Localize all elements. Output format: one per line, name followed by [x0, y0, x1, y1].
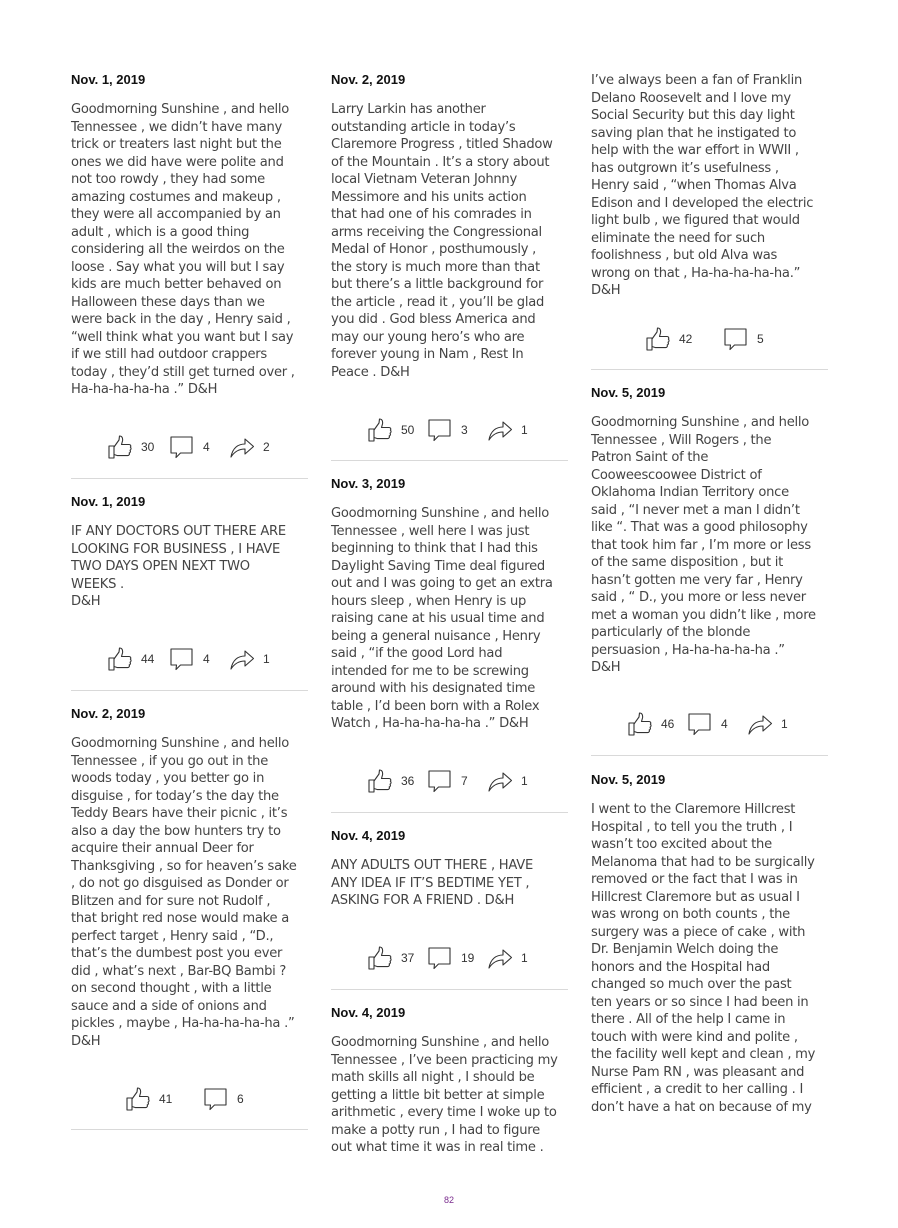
- share-count: 1: [263, 652, 270, 666]
- post-date: Nov. 2, 2019: [71, 706, 146, 721]
- like-count: 42: [679, 332, 693, 346]
- comment-icon: [427, 945, 453, 971]
- thumbs-up-icon: [645, 326, 671, 352]
- comment-count: 19: [461, 951, 475, 965]
- like-count: 30: [141, 440, 155, 454]
- post-body: Larry Larkin has another outstanding article in today’s Claremore Progress , titled Shadow of the Mountain . It’s a story about local Vietnam Veteran Johnny Messimore and his units action that had one of his comrades in arms receiving the Congressional Medal of Honor , posthumously , the story is much more than that but there’s a little background for the article , read it , you’ll be glad you did . God bless America and may our young hero’s who are forever young in Nam , Rest In Peace . D&H: [331, 102, 553, 380]
- post-divider: [331, 989, 568, 990]
- thumbs-up-icon: [367, 768, 393, 794]
- post-date: Nov. 1, 2019: [71, 72, 146, 87]
- post-body: Goodmorning Sunshine , and hello Tennessee , if you go out in the woods today , you better go in disguise , for today’s the day the Teddy Bears have their picnic , it’s also a day the bow hunters try to acquire their annual Deer for Thanksgiving , so for heaven’s sake , do not go disguised as Donder or Blitzen and for sure not Rudolf , that bright red nose would make a perfect target , Henry said , “D., that’s the dumbest post you ever did , what’s next , Bar-BQ Bambi ? on second thought , with a little sauce and a side of onions and pickles , maybe , Ha-ha-ha-ha-ha .” D&H: [71, 736, 297, 1049]
- like-count: 50: [401, 423, 415, 437]
- comment-count: 7: [461, 774, 468, 788]
- like-count: 46: [661, 717, 675, 731]
- thumbs-up-icon: [367, 417, 393, 443]
- comment-icon: [169, 434, 195, 460]
- post-date: Nov. 4, 2019: [331, 1005, 406, 1020]
- post-divider: [331, 812, 568, 813]
- share-icon: [747, 711, 773, 737]
- like-count: 36: [401, 774, 415, 788]
- thumbs-up-icon: [627, 711, 653, 737]
- post-divider: [71, 690, 308, 691]
- post-divider: [331, 460, 568, 461]
- share-count: 1: [521, 774, 528, 788]
- comment-count: 4: [203, 652, 210, 666]
- post-divider: [591, 369, 828, 370]
- comment-icon: [723, 326, 749, 352]
- thumbs-up-icon: [107, 646, 133, 672]
- post-date: Nov. 2, 2019: [331, 72, 406, 87]
- comment-icon: [169, 646, 195, 672]
- share-icon: [229, 646, 255, 672]
- share-count: 1: [521, 951, 528, 965]
- post-date: Nov. 5, 2019: [591, 772, 666, 787]
- comment-icon: [427, 417, 453, 443]
- thumbs-up-icon: [125, 1086, 151, 1112]
- comment-count: 5: [757, 332, 764, 346]
- post-body: IF ANY DOCTORS OUT THERE ARE LOOKING FOR BUSINESS , I HAVE TWO DAYS OPEN NEXT TWO WEEKS . D&H: [71, 524, 286, 609]
- thumbs-up-icon: [107, 434, 133, 460]
- post-body: ANY ADULTS OUT THERE , HAVE ANY IDEA IF IT’S BEDTIME YET , ASKING FOR A FRIEND . D&H: [331, 858, 533, 908]
- like-count: 44: [141, 652, 155, 666]
- post-date: Nov. 4, 2019: [331, 828, 406, 843]
- post-date: Nov. 1, 2019: [71, 494, 146, 509]
- share-icon: [487, 768, 513, 794]
- thumbs-up-icon: [367, 945, 393, 971]
- comment-count: 6: [237, 1092, 244, 1106]
- post-body: Goodmorning Sunshine , and hello Tennessee , we didn’t have many trick or treaters last night but the ones we did have were polite and not too rowdy , they had some amazing costumes and makeup , they were all accompanied by an adult , which is a good thing considering all the weirdos on the loose . Say what you will but I say kids are much better behaved on Halloween these days than we were back in the day , Henry said , “well think what you want but I say if we still had outdoor crappers today , they’d still get turned over , Ha-ha-ha-ha-ha .” D&H: [71, 102, 295, 397]
- post-divider: [71, 1129, 308, 1130]
- comment-icon: [427, 768, 453, 794]
- share-count: 1: [521, 423, 528, 437]
- post-date: Nov. 3, 2019: [331, 476, 406, 491]
- post-date: Nov. 5, 2019: [591, 385, 666, 400]
- share-icon: [487, 945, 513, 971]
- comment-count: 4: [203, 440, 210, 454]
- like-count: 37: [401, 951, 415, 965]
- share-count: 1: [781, 717, 788, 731]
- share-icon: [229, 434, 255, 460]
- post-divider: [71, 478, 308, 479]
- post-body: Goodmorning Sunshine , and hello Tennessee , Will Rogers , the Patron Saint of the Cooweescoowee District of Oklahoma Indian Territory once said , “I never met a man I didn’t like “. That was a good philosophy that took him far , I’m more or less of the same disposition , but it hasn’t gotten me very far , Henry said , “ D., you more or less never met a woman you didn’t like , more particularly of the blonde persuasion , Ha-ha-ha-ha-ha .” D&H: [591, 415, 816, 675]
- like-count: 41: [159, 1092, 173, 1106]
- post-divider: [591, 755, 828, 756]
- post-body: I went to the Claremore Hillcrest Hospital , to tell you the truth , I wasn’t too excited about the Melanoma that had to be surgically removed or the fact that I was in Hillcrest Claremore but as usual I was wrong on both counts , the surgery was a piece of cake , with Dr. Benjamin Welch doing the honors and the Hospital had changed so much over the past ten years or so since I had been in there . All of the help I came in touch with were kind and polite , the facility well kept and clean , my Nurse Pam RN , was pleasant and efficient , a credit to her calling . I don’t have a hat on because of my: [591, 802, 816, 1115]
- post-body: Goodmorning Sunshine , and hello Tennessee , I’ve been practicing my math skills all night , I should be getting a little bit better at simple arithmetic , every time I woke up to make a potty run , I had to figure out what time it was in real time .: [331, 1035, 558, 1155]
- share-count: 2: [263, 440, 270, 454]
- page-number: 82: [443, 1195, 454, 1205]
- comment-count: 4: [721, 717, 728, 731]
- post-body: I’ve always been a fan of Franklin Delano Roosevelt and I love my Social Security but this day light saving plan that he instigated to help with the war effort in WWII , has outgrown it’s usefulness , Henry said , “when Thomas Alva Edison and I developed the electric light bulb , we figured that would eliminate the need for such foolishness , but old Alva was wrong on that , Ha-ha-ha-ha-ha.” D&H: [591, 73, 814, 298]
- comment-count: 3: [461, 423, 468, 437]
- post-body: Goodmorning Sunshine , and hello Tennessee , well here I was just beginning to think that I had this Daylight Saving Time deal figured out and I was going to get an extra hours sleep , when Henry is up raising cane at his usual time and being a general nuisance , Henry said , “if the good Lord had intended for me to be screwing around with his designated time table , I’d been born with a Rolex Watch , Ha-ha-ha-ha-ha .” D&H: [331, 506, 553, 731]
- comment-icon: [687, 711, 713, 737]
- comment-icon: [203, 1086, 229, 1112]
- share-icon: [487, 417, 513, 443]
